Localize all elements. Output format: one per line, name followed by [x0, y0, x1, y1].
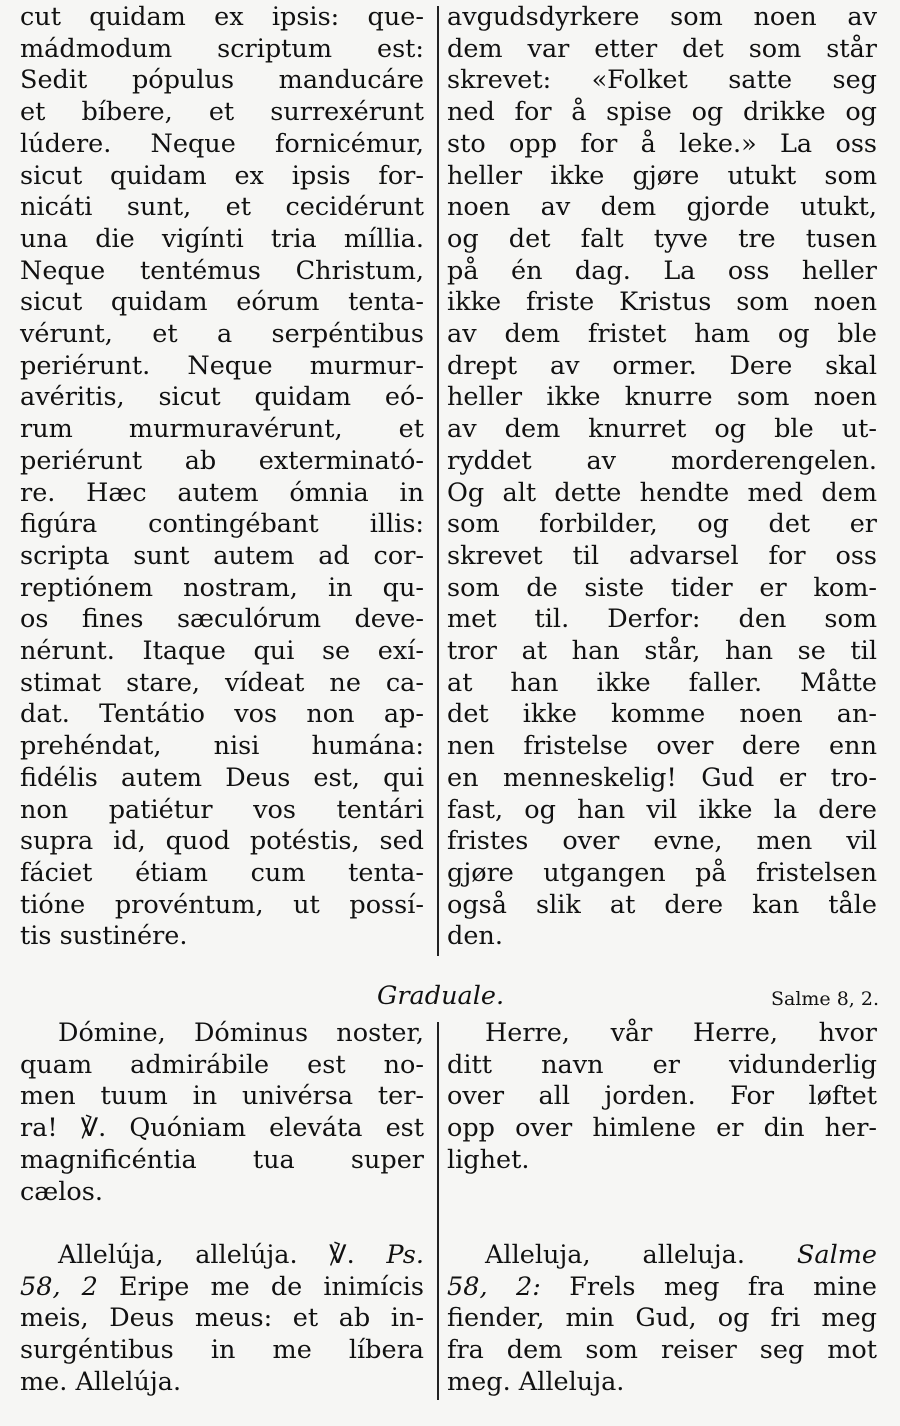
norwegian-alleluia-column: [447, 1240, 877, 1399]
column-divider: [437, 6, 439, 956]
latin-text-line: reptiónem nostram, in qu-: [20, 572, 424, 603]
norwegian-text-line: skrevet: «Folket satte seg: [447, 65, 877, 96]
norwegian-text-line: ryddet av morderengelen.: [447, 445, 877, 476]
latin-alleluia-line: me. Allelúja.: [20, 1366, 182, 1397]
latin-alleluia-column: [20, 1240, 424, 1399]
norwegian-graduale-column: [447, 1018, 877, 1177]
latin-text-line: fidélis autem Deus est, qui: [20, 762, 424, 793]
norwegian-text-line: også slik at dere kan tåle: [447, 889, 877, 920]
latin-reading-column: [20, 2, 424, 953]
norwegian-alleluia-text: Alleluja, alleluja.: [485, 1240, 745, 1270]
norwegian-text-line: og det falt tyve tre tusen: [447, 223, 877, 254]
norwegian-text-line: ned for å spise og drikke og: [447, 97, 877, 128]
norwegian-alleluia-line: [447, 1240, 877, 1272]
latin-text-line: non patiétur vos tentári: [20, 794, 424, 825]
latin-alleluia-line: surgéntibus in me líbera: [20, 1335, 424, 1366]
latin-text-line: scripta sunt autem ad cor-: [20, 540, 424, 571]
norwegian-text-line: heller ikke knurre som noen: [447, 382, 877, 413]
norwegian-text-line: en menneskelig! Gud er tro-: [447, 762, 877, 793]
latin-text-line: os fines sæculórum deve-: [20, 604, 424, 635]
latin-alleluia-ref-number: 58, 2: [20, 1271, 98, 1302]
norwegian-text-line: nen fristelse over dere enn: [447, 731, 877, 762]
latin-graduale-line: ra! ℣. Quóniam eleváta est: [20, 1113, 424, 1144]
norwegian-text-line: av dem knurret og ble ut-: [447, 414, 877, 445]
latin-text-line: periérunt. Neque murmur-: [20, 350, 424, 381]
latin-text-line: dat. Tentátio vos non ap-: [20, 699, 424, 730]
latin-text-line: avéritis, sicut quidam eó-: [20, 382, 424, 413]
latin-text-line: nicáti sunt, et cecidérunt: [20, 192, 424, 223]
norwegian-text-line: tror at han står, han se til: [447, 636, 877, 667]
latin-text-line: Neque tentémus Christum,: [20, 255, 424, 286]
norwegian-alleluia-line: fra dem som reiser seg mot: [447, 1335, 877, 1366]
norwegian-text-line: ikke friste Kristus som noen: [447, 287, 877, 318]
latin-graduale-line: magnificéntia tua super: [20, 1144, 424, 1175]
norwegian-text-line: som forbilder, og det er: [447, 509, 877, 540]
latin-text-line: re. Hæc autem ómnia in: [20, 477, 424, 508]
latin-text-line: tióne provéntum, ut possí-: [20, 889, 424, 920]
norwegian-text-line: fristes over evne, men vil: [447, 826, 877, 857]
latin-graduale-column: [20, 1018, 424, 1208]
norwegian-text-line: met til. Derfor: den som: [447, 604, 877, 635]
norwegian-text-line: skrevet til advarsel for oss: [447, 540, 877, 571]
norwegian-alleluia-ref-number: 58, 2:: [447, 1271, 541, 1302]
latin-text-line: sicut quidam eórum tenta-: [20, 287, 424, 318]
norwegian-alleluia-ref: Salme: [796, 1240, 877, 1270]
latin-text-line: prehéndat, nisi humána:: [20, 731, 424, 762]
latin-text-line: fáciet étiam cum tenta-: [20, 857, 424, 888]
latin-text-line: et bíbere, et surrexérunt: [20, 97, 424, 128]
norwegian-text-line: Og alt dette hendte med dem: [447, 477, 877, 508]
norwegian-text-line: sto opp for å leke.» La oss: [447, 128, 877, 159]
latin-alleluia-ref: Ps.: [386, 1240, 424, 1270]
norwegian-text-line: fast, og han vil ikke la dere: [447, 794, 877, 825]
norwegian-alleluia-text: Frels meg fra mine: [569, 1271, 877, 1302]
column-divider: [437, 1022, 439, 1400]
norwegian-graduale-line: lighet.: [447, 1144, 530, 1175]
graduale-heading: [0, 978, 900, 1014]
norwegian-text-line: heller ikke gjøre utukt som: [447, 160, 877, 191]
graduale-reference: Salme 8, 2.: [770, 988, 879, 1010]
latin-text-line: vérunt, et a serpéntibus: [20, 319, 424, 350]
norwegian-text-line: dem var etter det som står: [447, 33, 877, 64]
norwegian-graduale-line: ditt navn er vidunderlig: [447, 1049, 877, 1080]
latin-alleluia-text: Allelúja, allelúja. ℣.: [58, 1240, 355, 1270]
latin-text-line: una die vigínti tria míllia.: [20, 223, 424, 254]
norwegian-text-line: av dem fristet ham og ble: [447, 319, 877, 350]
norwegian-alleluia-line: [447, 1272, 877, 1304]
latin-alleluia-line: [20, 1240, 424, 1272]
norwegian-reading-column: [447, 2, 877, 953]
norwegian-text-line: det ikke komme noen an-: [447, 699, 877, 730]
latin-text-line: lúdere. Neque fornicémur,: [20, 128, 424, 159]
norwegian-text-line: som de siste tider er kom-: [447, 572, 877, 603]
norwegian-graduale-line: opp over himlene er din her-: [447, 1113, 877, 1144]
latin-graduale-line: Dómine, Dóminus noster,: [58, 1018, 424, 1048]
norwegian-text-line: gjøre utgangen på fristelsen: [447, 857, 877, 888]
latin-text-line: rum murmuravérunt, et: [20, 414, 424, 445]
latin-text-line: Sedit pópulus manducáre: [20, 65, 424, 96]
latin-text-line: mádmodum scriptum est:: [20, 33, 424, 64]
norwegian-text-line: drept av ormer. Dere skal: [447, 350, 877, 381]
latin-alleluia-line: meis, Deus meus: et ab in-: [20, 1303, 424, 1334]
latin-graduale-line: men tuum in univérsa ter-: [20, 1081, 424, 1112]
norwegian-alleluia-line: meg. Alleluja.: [447, 1366, 625, 1397]
norwegian-text-line: avgudsdyrkere som noen av: [447, 2, 877, 32]
latin-text-line: cut quidam ex ipsis: que-: [20, 2, 424, 32]
latin-graduale-line: cælos.: [20, 1176, 103, 1207]
norwegian-graduale-line: Herre, vår Herre, hvor: [485, 1018, 877, 1048]
graduale-title: Graduale.: [377, 981, 505, 1011]
latin-text-line: tis sustinére.: [20, 921, 188, 952]
latin-text-line: figúra contingébant illis:: [20, 509, 424, 540]
latin-text-line: sicut quidam ex ipsis for-: [20, 160, 424, 191]
latin-text-line: nérunt. Itaque qui se exí-: [20, 636, 424, 667]
latin-alleluia-line: [20, 1272, 424, 1304]
norwegian-text-line: at han ikke faller. Måtte: [447, 667, 877, 698]
norwegian-text-line: på én dag. La oss heller: [447, 255, 877, 286]
latin-alleluia-text: Eripe me de inimícis: [119, 1271, 424, 1302]
norwegian-text-line: den.: [447, 921, 503, 952]
latin-text-line: periérunt ab exterminató-: [20, 445, 424, 476]
latin-text-line: supra id, quod potéstis, sed: [20, 826, 424, 857]
norwegian-graduale-line: over all jorden. For løftet: [447, 1081, 877, 1112]
latin-text-line: stimat stare, vídeat ne ca-: [20, 667, 424, 698]
norwegian-text-line: noen av dem gjorde utukt,: [447, 192, 877, 223]
norwegian-alleluia-line: fiender, min Gud, og fri meg: [447, 1303, 877, 1334]
latin-graduale-line: quam admirábile est no-: [20, 1049, 424, 1080]
